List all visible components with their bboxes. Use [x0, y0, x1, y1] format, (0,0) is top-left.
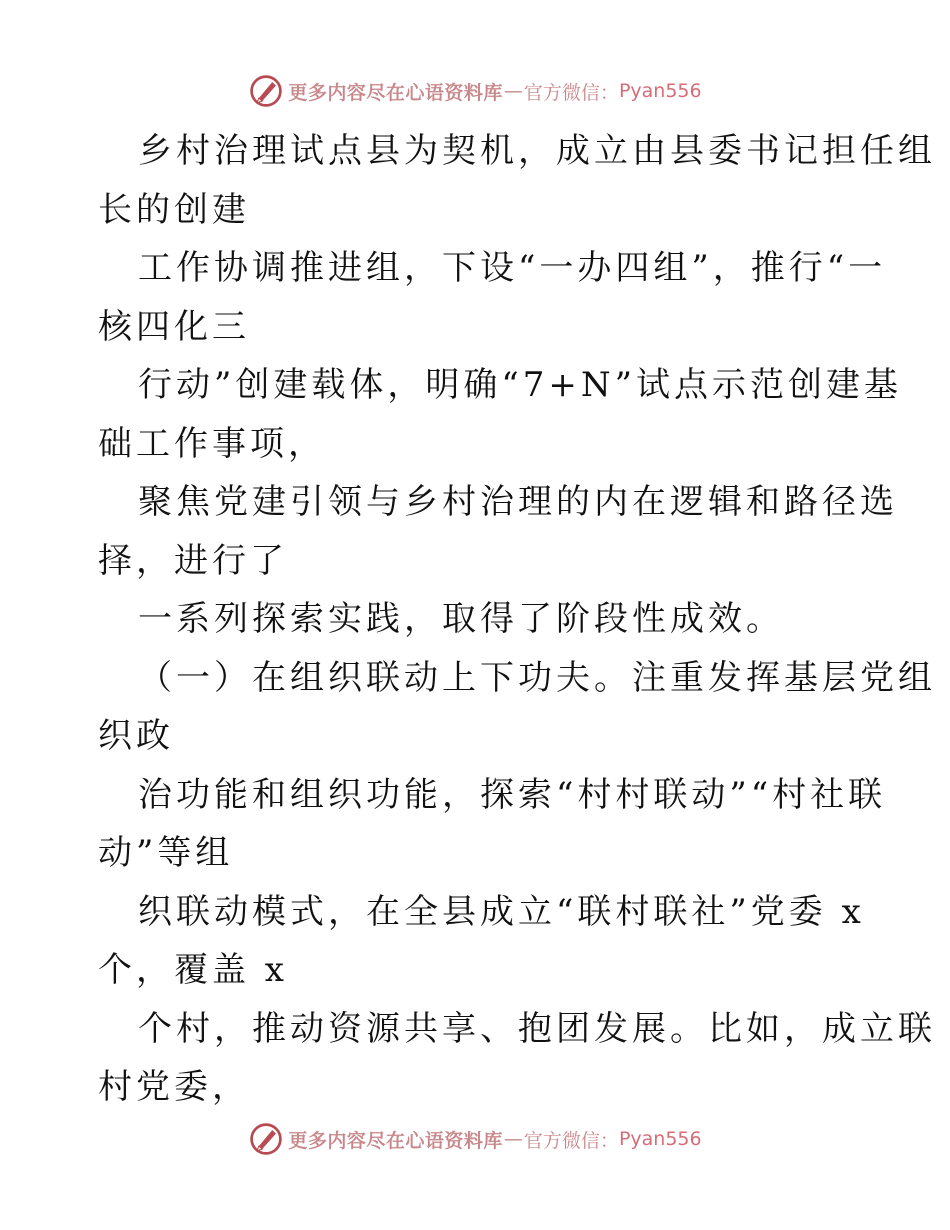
text-line: 择，进行了 — [98, 540, 288, 581]
watermark-wechat-id: Pyan556 — [618, 1128, 702, 1150]
text-line: 聚焦党建引领与乡村治理的内在逻辑和路径选 — [138, 482, 898, 522]
text-line: 长的创建 — [98, 189, 250, 230]
pen-logo-icon — [248, 1121, 284, 1157]
text-line: 乡村治理试点县为契机，成立由县委书记担任组 — [138, 131, 936, 171]
text-line: 础工作事项， — [98, 423, 326, 464]
text-line: （一）在组织联动上下功夫。注重发挥基层党组 — [138, 657, 936, 698]
text-line: 一系列探索实践，取得了阶段性成效。 — [138, 599, 784, 639]
document-body — [98, 122, 936, 1117]
watermark-dash: — — [503, 80, 523, 102]
text-line: 村党委， — [98, 1067, 250, 1107]
text-line: 行动”创建载体，明确“7+N”试点示范创建基 — [138, 365, 903, 405]
text-line: 治功能和组织功能，探索“村村联动”“村社联 — [138, 774, 887, 815]
watermark-wechat-label: 官方微信： — [523, 81, 619, 104]
header-watermark — [0, 71, 950, 111]
watermark-text: 更多内容尽在心语资料库 — [288, 1129, 503, 1152]
text-line: 工作协调推进组，下设“一办四组”，推行“一 — [138, 248, 887, 288]
text-line: 动”等组 — [98, 833, 234, 873]
text-line: 个，覆盖 x — [98, 950, 288, 990]
footer-watermark — [0, 1119, 950, 1159]
watermark-wechat-label: 官方微信： — [523, 1129, 619, 1152]
watermark-text: 更多内容尽在心语资料库 — [288, 81, 503, 104]
watermark-dash: — — [503, 1128, 523, 1150]
pen-logo-icon — [248, 73, 284, 109]
text-line: 个村，推动资源共享、抱团发展。比如，成立联 — [138, 1008, 936, 1049]
text-line: 核四化三 — [98, 306, 250, 347]
text-line: 织联动模式，在全县成立“联村联社”党委 x — [138, 891, 865, 932]
watermark-wechat-id: Pyan556 — [618, 80, 702, 102]
text-line: 织政 — [98, 716, 174, 756]
